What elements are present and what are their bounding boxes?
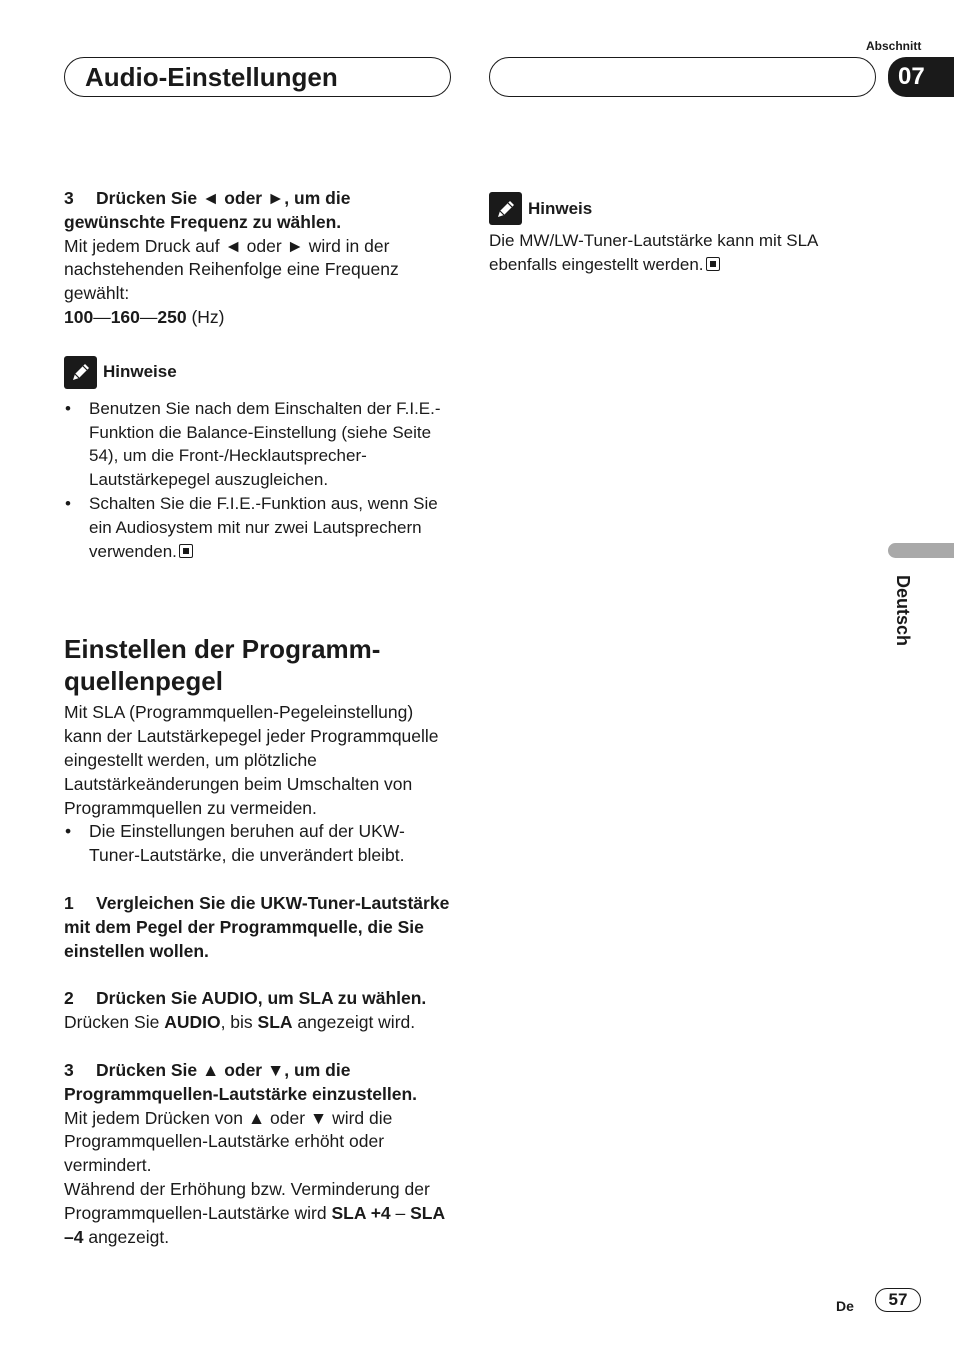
step-2-body: Drücken Sie AUDIO, bis SLA angezeigt wird. [64, 1012, 416, 1033]
section-number-tab: 07 [888, 57, 954, 97]
note-text: Die MW/LW-Tuner-Lautstärke kann mit SLA ebenfalls eingestellt werden. [489, 231, 818, 274]
section-label: Abschnitt [866, 39, 922, 53]
notes-heading: Hinweise [64, 356, 454, 389]
section-intro: Mit SLA (Programmquellen-Pegeleinstellung) kann der Lautstärkepegel jeder Programmquelle eingestellt werden, um plötzliche Lautstärkeänderungen beim Umschalten von Programmquellen zu vermeiden. [64, 702, 439, 818]
left-column [64, 187, 454, 1249]
page-number: 57 [875, 1288, 921, 1312]
step-3a-body: Mit jedem Druck auf ◄ oder ► wird in der nachstehenden Reihenfolge eine Frequenz gewählt: [64, 235, 399, 304]
header-title-frame [64, 57, 451, 97]
step-3b-body-1: Mit jedem Drücken von ▲ oder ▼ wird die Programmquellen-Lautstärke erhöht oder vermindert. [64, 1107, 393, 1176]
note-item-2: • Schalten Sie die F.I.E.-Funktion aus, wenn Sie ein Audiosystem mit nur zwei Lautsprechern verwenden. [64, 492, 454, 563]
side-language-label: Deutsch [893, 575, 913, 647]
step-3a-heading: 3 Drücken Sie ◄ oder ►, um die gewünschte Frequenz zu wählen. [64, 188, 351, 232]
pen-note-icon [64, 356, 97, 389]
step-3b-heading: 3 Drücken Sie ▲ oder ▼, um die Programmquellen-Lautstärke einzustellen. [64, 1059, 418, 1104]
pen-note-icon [489, 192, 522, 225]
section-heading: Einstellen der Programm- quellenpegel [64, 634, 381, 697]
step-1-heading: 1 Vergleichen Sie die UKW-Tuner-Lautstärke mit dem Pegel der Programmquelle, die Sie einstellen wollen. [64, 892, 450, 961]
note-item-1: • Benutzen Sie nach dem Einschalten der F.I.E.-Funktion die Balance-Einstellung (siehe Seite 54), um die Front-/Hecklautsprecher-Lautstärkepegel auszugleichen. [64, 397, 454, 492]
page-header-title: Audio-Einstellungen [85, 62, 338, 92]
end-mark-icon [706, 257, 720, 271]
frequency-sequence: 100—160—250 (Hz) [64, 306, 225, 327]
header-empty-frame [489, 57, 876, 97]
language-side-tab [888, 543, 954, 558]
section-bullets [64, 820, 454, 868]
right-column [489, 192, 879, 277]
note-heading: Hinweis [489, 192, 879, 225]
step-3b-body-2: Während der Erhöhung bzw. Verminderung der Programmquellen-Lautstärke wird SLA +4 – SLA –4 angezeigt. [64, 1178, 445, 1247]
step-2-heading: 2 Drücken Sie AUDIO, um SLA zu wählen. [64, 988, 427, 1009]
notes-list [64, 397, 454, 564]
section-bullet-item: • Die Einstellungen beruhen auf der UKW-Tuner-Lautstärke, die unverändert bleibt. [64, 820, 454, 868]
end-mark-icon [179, 544, 193, 558]
footer-language: De [836, 1298, 854, 1314]
